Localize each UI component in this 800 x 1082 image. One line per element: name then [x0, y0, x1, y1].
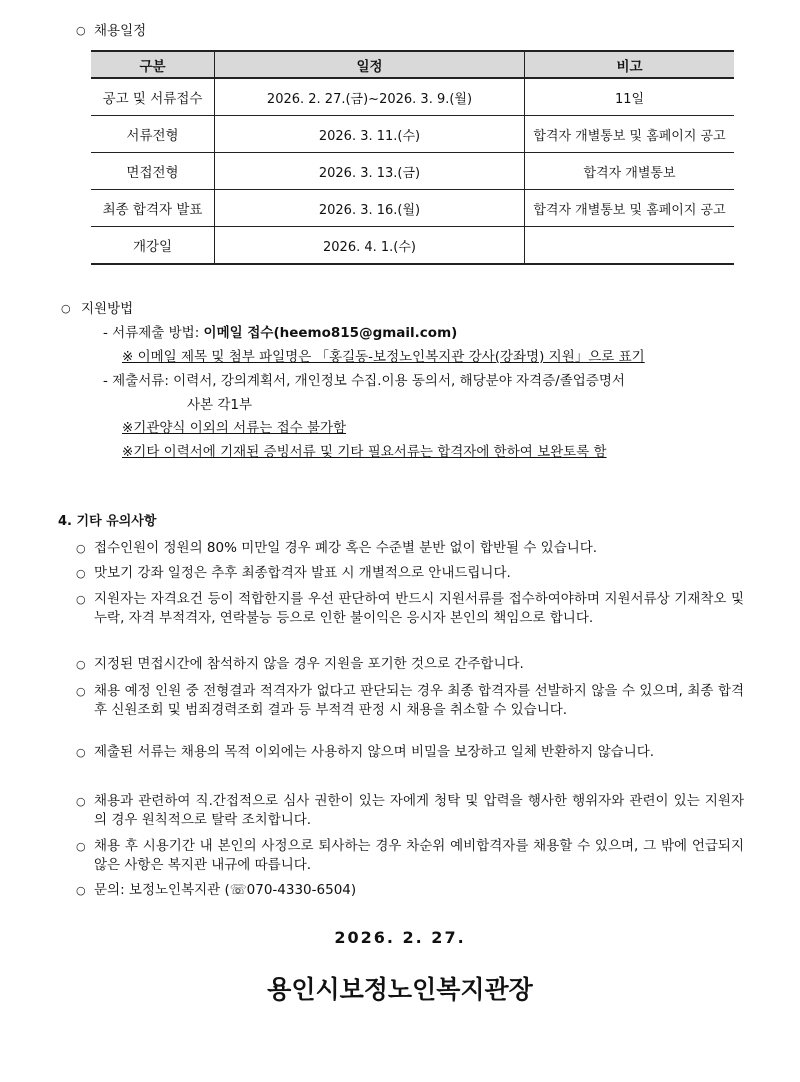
- schedule-note-cell: 합격자 개별통보: [525, 153, 735, 190]
- schedule-date-cell: 2026. 4. 1.(수): [215, 227, 525, 265]
- table-row: [91, 78, 734, 116]
- notes-bullet: ○: [76, 542, 86, 555]
- table-row: [91, 190, 734, 227]
- notes-heading: 4. 기타 유의사항: [58, 514, 157, 529]
- list-item: 맛보기 강좌 일정은 추후 최종합격자 발표 시 개별적으로 안내드립니다.: [94, 565, 511, 581]
- schedule-date-cell: 2026. 3. 11.(수): [215, 116, 525, 153]
- form-only-note: ※기관양식 이외의 서류는 접수 불가함: [122, 420, 347, 436]
- list-item: 접수인원이 정원의 80% 미만일 경우 폐강 혹은 수준별 분반 없이 합반될 수 있습니다.: [94, 540, 598, 556]
- notes-bullet: ○: [76, 884, 86, 897]
- table-row: [91, 116, 734, 153]
- submit-email: (heemo815@gmail.com): [273, 325, 458, 341]
- list-item: 지정된 면접시간에 참석하지 않을 경우 지원을 포기한 것으로 간주합니다.: [94, 656, 524, 672]
- supplement-note: ※기타 이력서에 기재된 증빙서류 및 기타 필요서류는 합격자에 한하여 보완토록 함: [122, 444, 607, 460]
- required-docs-copies: 사본 각1부: [187, 397, 253, 413]
- schedule-note-cell: [525, 227, 735, 265]
- schedule-header-date: 일정: [215, 51, 525, 78]
- announcement-date: 2026. 2. 27.: [334, 928, 466, 947]
- schedule-stage-cell: 서류전형: [91, 116, 215, 153]
- schedule-table-header-row: [91, 51, 734, 78]
- schedule-stage-cell: 최종 합격자 발표: [91, 190, 215, 227]
- email-subject-note: ※ 이메일 제목 및 첨부 파일명은 「홍길동-보정노인복지관 강사(강좌명) 지원」으로 표기: [122, 349, 645, 365]
- schedule-date-cell: 2026. 3. 13.(금): [215, 153, 525, 190]
- schedule-stage-cell: 면접전형: [91, 153, 215, 190]
- list-item: 채용 후 시용기간 내 본인의 사정으로 퇴사하는 경우 차순위 예비합격자를 채용할 수 있으며, 그 밖에 언급되지 않은 사항은 복지관 내규에 따릅니다.: [94, 838, 744, 873]
- apply-heading: 지원방법: [81, 301, 134, 317]
- schedule-stage-cell: 공고 및 서류접수: [91, 78, 215, 116]
- submit-method-line: [103, 324, 457, 342]
- schedule-note-cell: 11일: [525, 78, 735, 116]
- table-row: [91, 153, 734, 190]
- contact-line: 문의: 보정노인복지관 (☏070-4330-6504): [94, 882, 357, 898]
- schedule-header-stage: 구분: [91, 51, 215, 78]
- list-item: 채용과 관련하여 직.간접적으로 심사 권한이 있는 자에게 청탁 및 압력을 행사한 행위자와 관련이 있는 지원자의 경우 원칙적으로 탈락 조치합니다.: [94, 793, 744, 828]
- submit-method-value: 이메일 접수: [203, 325, 274, 341]
- organization-name: 용인시보정노인복지관장: [267, 975, 533, 1004]
- list-item: 제출된 서류는 채용의 목적 이외에는 사용하지 않으며 비밀을 보장하고 일체 반환하지 않습니다.: [94, 744, 655, 760]
- apply-bullet: ○: [61, 302, 71, 315]
- schedule-heading: 채용일정: [94, 23, 147, 39]
- notes-bullet: ○: [76, 593, 86, 606]
- schedule-header-note: 비고: [525, 51, 735, 78]
- list-item: 채용 예정 인원 중 전형결과 적격자가 없다고 판단되는 경우 최종 합격자를 선발하지 않을 수 있으며, 최종 합격 후 신원조회 및 범죄경력조회 결과 등 부적격 판정 시 채용을 취소할 수 있습니다.: [94, 683, 744, 718]
- notes-bullet: ○: [76, 840, 86, 853]
- notes-bullet: ○: [76, 567, 86, 580]
- schedule-stage-cell: 개강일: [91, 227, 215, 265]
- schedule-note-cell: 합격자 개별통보 및 홈페이지 공고: [525, 116, 735, 153]
- schedule-date-cell: 2026. 3. 16.(월): [215, 190, 525, 227]
- required-docs-line: - 제출서류: 이력서, 강의계획서, 개인정보 수집.이용 동의서, 해당분야 자격증/졸업증명서: [103, 373, 625, 389]
- submit-method-prefix: - 서류제출 방법:: [103, 325, 204, 341]
- schedule-note-cell: 합격자 개별통보 및 홈페이지 공고: [525, 190, 735, 227]
- list-item: 지원자는 자격요건 등이 적합한지를 우선 판단하여 반드시 지원서류를 접수하여야하며 지원서류상 기재착오 및 누락, 자격 부적격자, 연락불능 등으로 인한 불이익은 응시자 본인의 책임으로 합니다.: [94, 591, 744, 626]
- schedule-bullet: ○: [76, 24, 86, 37]
- notes-bullet: ○: [76, 685, 86, 698]
- schedule-date-cell: 2026. 2. 27.(금)~2026. 3. 9.(월): [215, 78, 525, 116]
- schedule-table: [91, 50, 734, 265]
- table-row: [91, 227, 734, 265]
- notes-bullet: ○: [76, 658, 86, 671]
- notes-bullet: ○: [76, 795, 86, 808]
- notes-bullet: ○: [76, 746, 86, 759]
